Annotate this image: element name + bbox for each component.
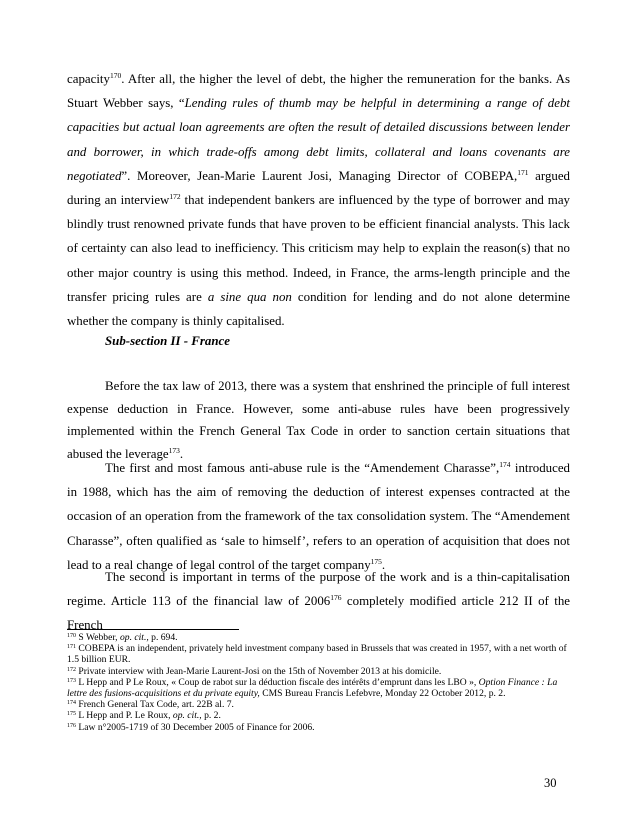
footnote-175 [67, 710, 570, 721]
footnote-ref-175[interactable]: 175 [370, 556, 382, 566]
footnote-italic: Option Finance : La lettre des fusions-acquisitions et du private equity, [67, 676, 558, 700]
footnote-text: Private interview with Jean-Marie Laurent-Josi on the 15th of November 2013 at his domicile. [76, 665, 442, 677]
footnote-number: 173 [67, 677, 76, 684]
footnote-ref-174[interactable]: 174 [499, 460, 511, 469]
webber-quote: Lending rules of thumb may be helpful in determining a range of debt capacities but actual loan agreements are often the result of detailed discussions between lender and borrower, in which trade-offs among debt limits, collateral and loans covenants are negotiated [67, 96, 570, 183]
footnote-ref-171[interactable]: 171 [517, 167, 529, 177]
text: argued during an interview [67, 168, 571, 208]
footnote-number: 175 [67, 711, 76, 718]
footnote-number: 171 [67, 644, 76, 651]
text: The second is important in terms of the purpose of the work and is a thin-capitalisation regime. Article 113 of the financial law of 2006 [67, 570, 570, 609]
footnote-italic: op. cit., [172, 710, 202, 722]
page-number: 30 [544, 776, 557, 790]
footnote-text: French General Tax Code, art. 22B al. 7. [76, 699, 234, 711]
footnote-separator [67, 629, 239, 630]
text: The first and most famous anti-abuse rule is the “Amendement Charasse”, [105, 461, 500, 475]
footnote-text: p. 2. [201, 710, 221, 722]
latin-phrase: a sine qua non [207, 289, 292, 304]
footnote-ref-173[interactable]: 173 [168, 445, 180, 455]
footnote-italic: op. cit., [119, 632, 149, 643]
text: . [381, 557, 386, 572]
text: Before the tax law of 2013, there was a system that enshrined the principle of full interest expense deduction in France. However, some anti-abuse rules have been progressively implemented within the French General Tax Code in order to sanction certain situations that abused the leverage [67, 379, 570, 461]
text: condition for lending and do not alone determine whether the company is thinly capitalised. [67, 289, 570, 329]
footnote-170 [67, 632, 570, 643]
footnote-174 [67, 699, 570, 710]
footnote-text: L Hepp and P Le Roux, « Coup de rabot sur la déduction fiscale des intérêts d’emprunt dans les LBO », [76, 676, 479, 688]
text: introduced in 1988, which has the aim of removing the deduction of interest expenses contracted at the occasion of an operation from the framework of the tax consolidation system. The “Amendement Charasse”, often qualified as ‘sale to himself’, refers to an operation of acquisition that does not lead to a real change of legal control of the target company [67, 461, 570, 572]
text: . [179, 446, 184, 461]
footnote-text: p. 694. [148, 632, 178, 643]
paragraph-debt-capacity [67, 67, 570, 333]
footnote-text: S Webber, [76, 632, 120, 643]
text: . After all, the higher the level of debt, the higher the remuneration for the banks. As Stuart Webber says, “ [67, 72, 570, 111]
footnote-number: 176 [67, 722, 76, 729]
footnote-number: 172 [67, 666, 76, 673]
footnote-text: COBEPA is an independent, privately held investment company based in Brussels that was created in 1957, with a net worth of 1.5 billion EUR. [67, 643, 567, 666]
footnote-171 [67, 643, 570, 665]
paragraph-thin-capitalisation [67, 565, 570, 638]
footnote-ref-176[interactable]: 176 [330, 593, 342, 603]
paragraph-tax-law-2013 [67, 375, 570, 465]
footnote-text: Law n°2005-1719 of 30 December 2005 of Finance for 2006. [76, 721, 315, 733]
text: capacity [67, 72, 110, 86]
footnote-173 [67, 677, 570, 699]
footnote-172 [67, 666, 570, 677]
text: ”. Moreover, Jean-Marie Laurent Josi, Managing Director of COBEPA, [121, 168, 518, 183]
footnote-text: CMS Bureau Francis Lefebvre, Monday 22 October 2012, p. 2. [259, 688, 506, 700]
footnote-ref-172[interactable]: 172 [169, 192, 181, 202]
footnote-ref-170[interactable]: 170 [109, 71, 122, 80]
footnotes [67, 632, 570, 733]
footnote-number: 174 [67, 700, 76, 707]
footnote-number: 170 [67, 633, 76, 639]
section-heading: Sub-section II - France [105, 334, 230, 348]
text: that independent bankers are influenced by the type of borrower and may blindly trust renowned private funds that have proven to be efficient financial analysts. This lack of certainty can also lead to inefficiency. This criticism may help to explain the reason(s) that no other major country is using this method. Indeed, in France, the arms-length principle and the transfer pricing rules are [67, 193, 570, 304]
footnote-176 [67, 722, 570, 733]
paragraph-amendement-charasse [67, 456, 570, 577]
footnote-text: L Hepp and P. Le Roux, [76, 710, 173, 722]
text: completely modified article 212 II of the French [67, 594, 571, 633]
